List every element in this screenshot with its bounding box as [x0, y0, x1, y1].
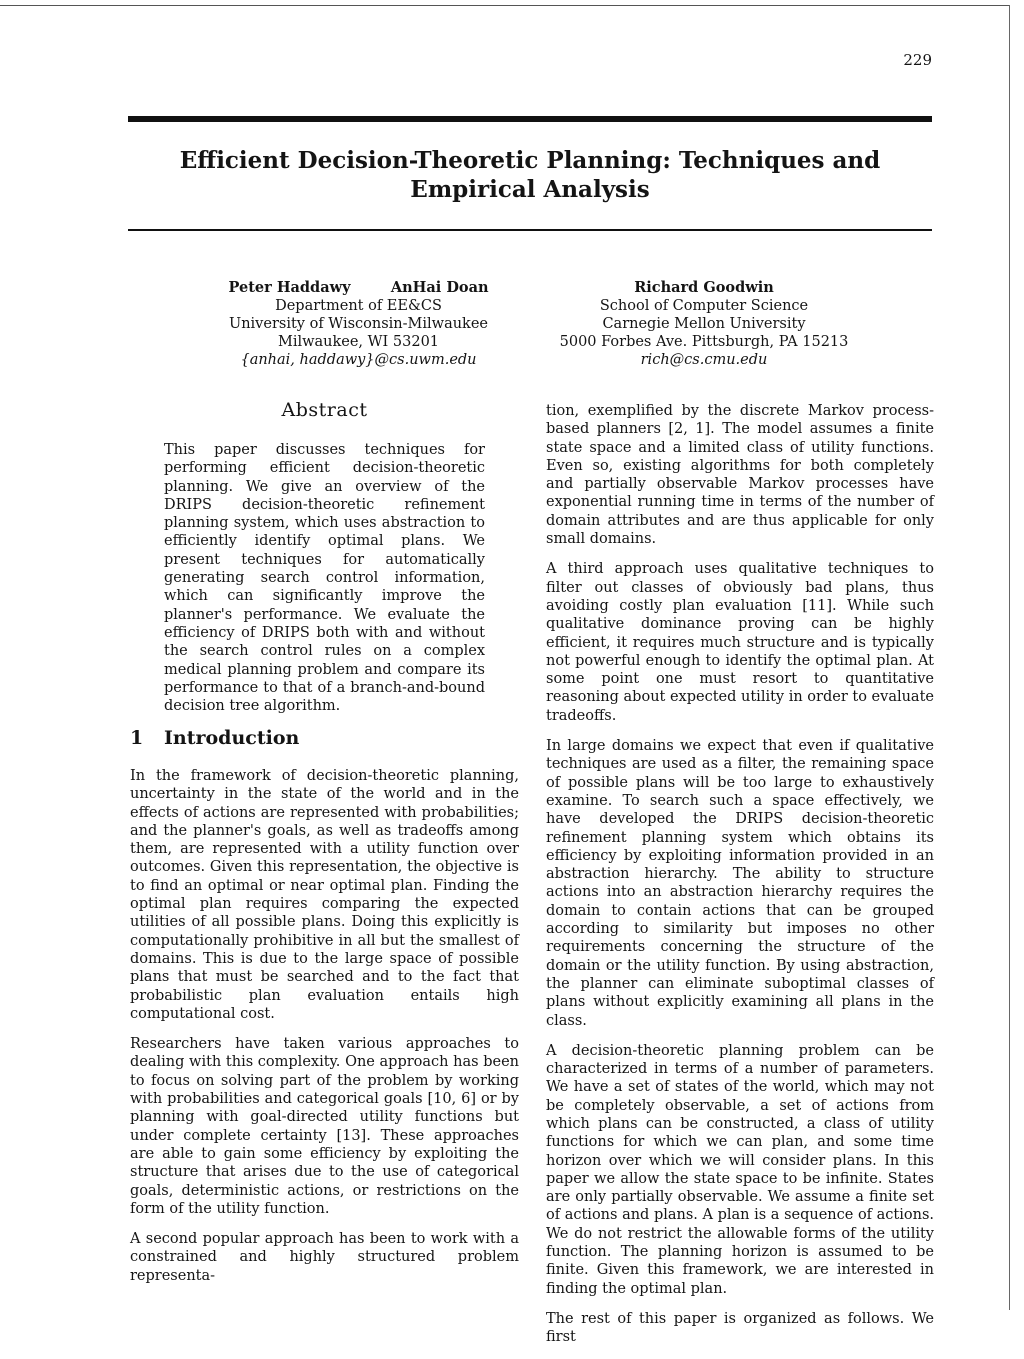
author-names: Richard Goodwin: [634, 279, 774, 296]
abstract-heading: Abstract: [281, 399, 368, 421]
paragraph: In large domains we expect that even if qualitative techniques are used as a filter, the remaining space of possible plans will be too large to exhaustively examine. To search such a space effectively, we have developed the DRIPS decision-theoretic refinement planning system which obtains its efficiency by exploiting information provided in an abstraction hierarchy. The ability to structure actions into an abstraction hierarchy requires the domain to contain actions that can be grouped according to similarity but imposes no other requirements concerning the structure of the domain or the utility function. By using abstraction, the planner can eliminate suboptimal classes of plans without explicitly examining all plans in the class.: [546, 738, 934, 1029]
author-names: Peter Haddawy AnHai Doan: [228, 279, 489, 296]
author-department: School of Computer Science: [599, 298, 809, 314]
right-column-body: [546, 402, 934, 1359]
scan-border-right: [1009, 5, 1010, 1310]
author-city: Milwaukee, WI 53201: [277, 334, 440, 350]
author-block-cmu: [532, 279, 876, 369]
page-number: 229: [903, 51, 932, 69]
paragraph: A third approach uses qualitative techniques to filter out classes of obviously bad plans, thus avoiding costly plan evaluation [11]. While such qualitative dominance proving can be highly efficient, it requires much structure and is typically not powerful enough to identify the optimal plan. At some point one must resort to quantitative reasoning about expected utility in order to evaluate tradeoffs.: [546, 561, 934, 724]
author-department: Department of EE&CS: [275, 298, 442, 314]
section-heading-introduction: [130, 727, 520, 749]
left-column-body: [130, 767, 519, 1297]
paper-title: Efficient Decision-Theoretic Planning: Techniques and Empirical Analysis: [179, 147, 881, 203]
paragraph: A decision-theoretic planning problem can be characterized in terms of a number of parameters. We have a set of states of the world, which may not be completely observable, a set of actions from which plans can be constructed, a class of utility functions for which we can plan, and some time horizon over which we will consider plans. In this paper we allow the state space to be infinite. States are only partially observable. We assume a finite set of actions and plans. A plan is a sequence of actions. We do not restrict the allowable forms of the utility function. The planning horizon is assumed to be finite. Given this framework, we are interested in finding the optimal plan.: [546, 1042, 934, 1297]
paragraph: tion, exemplified by the discrete Markov process-based planners [2, 1]. The model assumes a finite state space and a limited class of utility functions. Even so, existing algorithms for both completely and partially observable Markov processes have exponential running time in terms of the number of domain attributes and are thus applicable for only small domains.: [546, 403, 934, 548]
abstract-text: This paper discusses techniques for performing efficient decision-theoretic planning. We give an overview of the DRIPS decision-theoretic refinement planning system, which uses abstraction to efficiently identify optimal plans. We present techniques for automatically generating search control information, which can significantly improve the planner's performance. We evaluate the efficiency of DRIPS both with and without the search control rules on a complex medical planning problem and compare its performance to that of a branch-and-bound decision tree algorithm.: [164, 442, 485, 715]
author-institution: University of Wisconsin-Milwaukee: [228, 316, 488, 332]
paragraph: In the framework of decision-theoretic planning, uncertainty in the state of the world and in the effects of actions are represented with probabilities; and the planner's goals, as well as tradeoffs among them, are represented with a utility function over outcomes. Given this representation, the objective is to find an optimal or near optimal plan. Finding the optimal plan requires comparing the expected utilities of all possible plans. Doing this explicitly is computationally prohibitive in all but the smallest of domains. This is due to the large space of possible plans that must be searched and to the fact that probabilistic plan evaluation entails high computational cost.: [130, 768, 519, 1022]
author-email: {anhai, haddawy}@cs.uwm.edu: [240, 352, 477, 368]
title-rule-bottom: [128, 229, 932, 231]
section-number: 1: [130, 727, 144, 749]
author-block-uwm: [196, 279, 521, 369]
author-address: 5000 Forbes Ave. Pittsburgh, PA 15213: [559, 334, 849, 350]
author-email: rich@cs.cmu.edu: [640, 352, 768, 368]
author-institution: Carnegie Mellon University: [602, 316, 806, 332]
title-rule-top: [128, 116, 932, 122]
section-title: Introduction: [164, 727, 300, 749]
paragraph: The rest of this paper is organized as follows. We first: [546, 1310, 934, 1346]
paragraph: A second popular approach has been to work with a constrained and highly structured problem representa-: [130, 1231, 519, 1284]
paragraph: Researchers have taken various approaches to dealing with this complexity. One approach has been to focus on solving part of the problem by working with probabilities and categorical goals [10, 6] or by planning with goal-directed utility functions but under complete certainty [13]. These approaches are able to gain some efficiency by exploiting the structure that arises due to the use of categorical goals, deterministic actions, or restrictions on the form of the utility function.: [130, 1036, 519, 1217]
scan-border-top: [0, 5, 1010, 6]
